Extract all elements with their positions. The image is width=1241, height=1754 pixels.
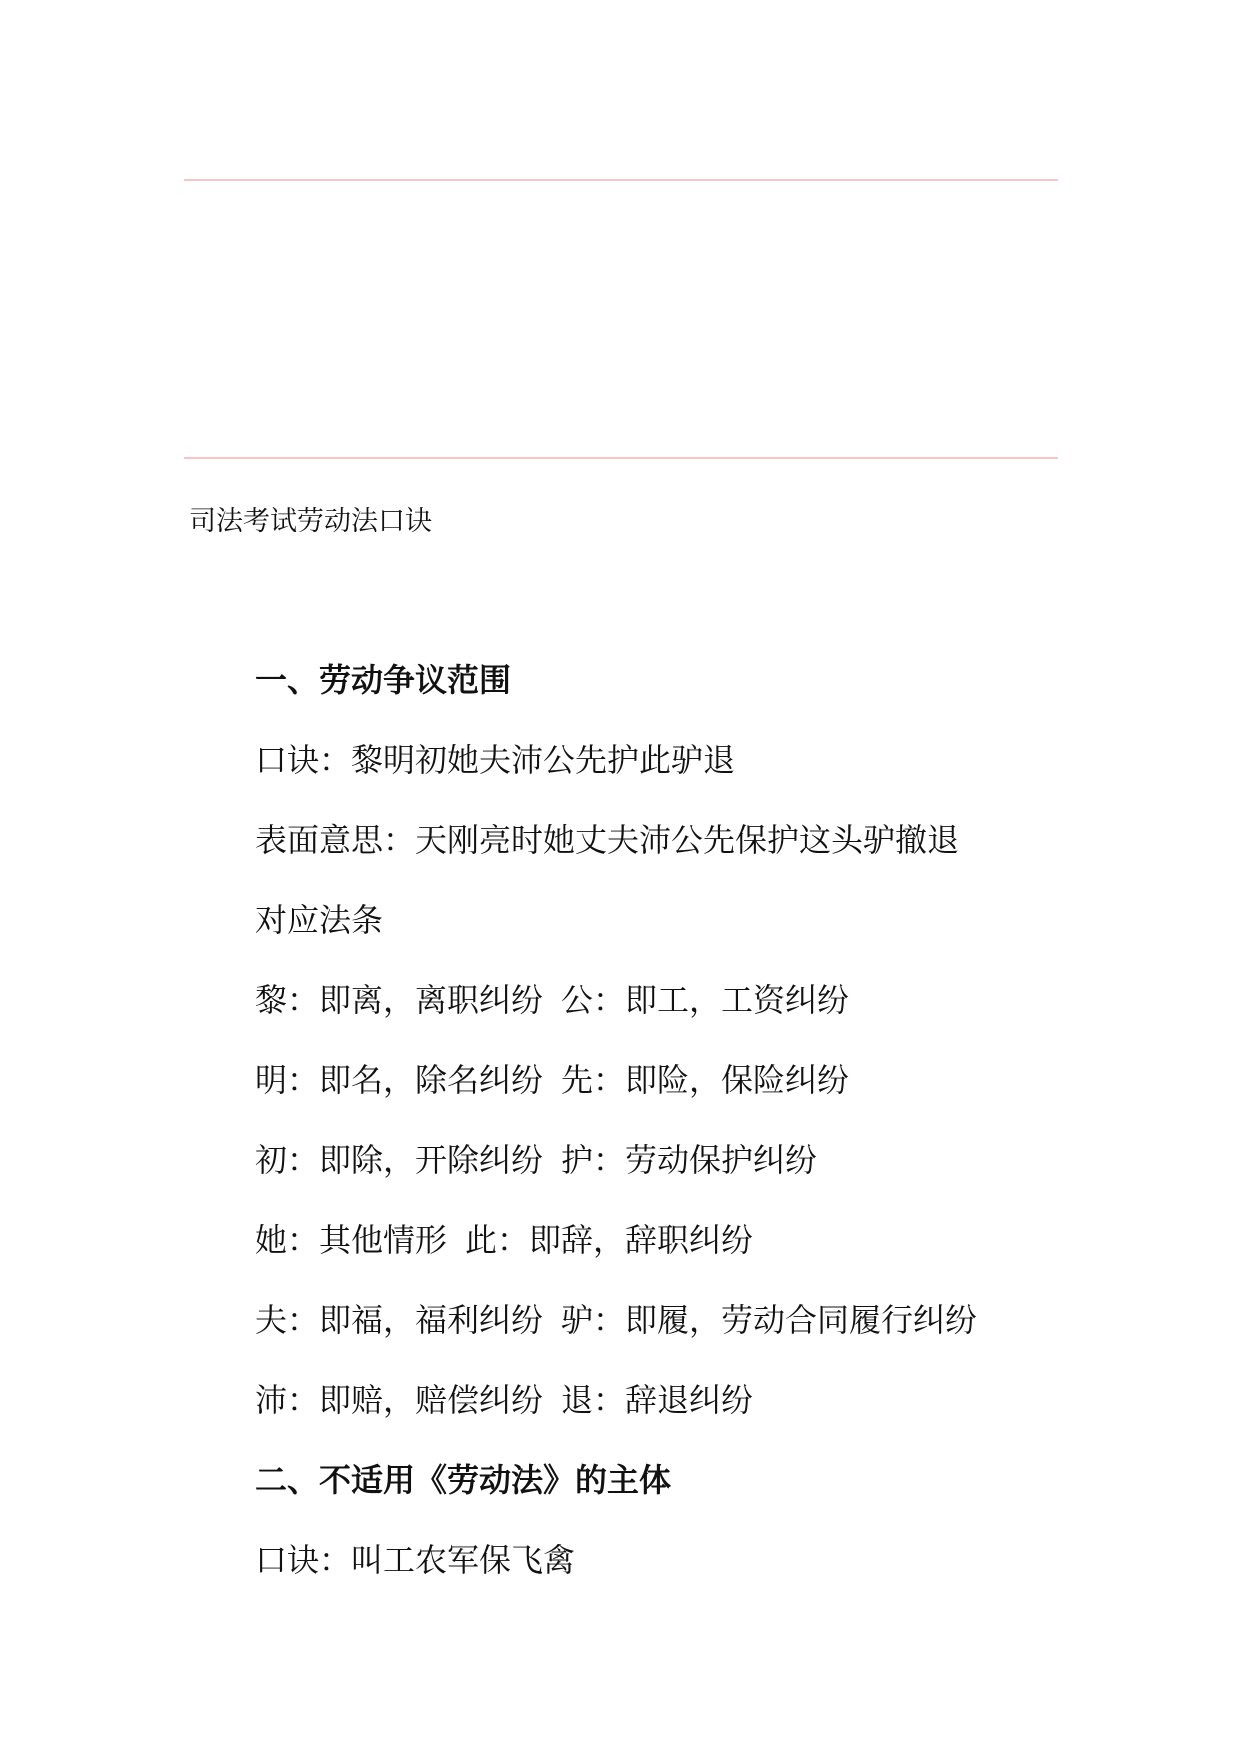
mapping-row: [255, 1380, 1155, 1420]
mapping-row: [255, 980, 1155, 1020]
header-rule-top: [184, 179, 1058, 181]
mapping-row: [255, 1140, 1155, 1180]
document-title: 司法考试劳动法口诀: [189, 506, 432, 537]
section-2-mnemonic: 口诀：叫工农军保飞禽: [255, 1541, 576, 1579]
section-1-heading: 一、劳动争议范围: [255, 661, 512, 699]
mapping-right: 驴：即履，劳动合同履行纠纷: [561, 1301, 978, 1339]
section-1-mnemonic: 口诀：黎明初她夫沛公先护此驴退: [255, 741, 736, 779]
mapping-row: [255, 1060, 1155, 1100]
header-rule-bottom: [184, 457, 1058, 459]
mapping-left: 夫：即福，福利纠纷: [255, 1301, 544, 1339]
mapping-left: 她：其他情形: [255, 1221, 448, 1259]
document-body: [255, 660, 1155, 1620]
mapping-right: 公：即工，工资纠纷: [561, 981, 850, 1019]
section-1-surface-meaning: 表面意思：天刚亮时她丈夫沛公先保护这头驴撤退: [255, 821, 960, 859]
section-2-heading: 二、不适用《劳动法》的主体: [255, 1461, 672, 1499]
mapping-right: 此：即辞，辞职纠纷: [465, 1221, 754, 1259]
mapping-left: 黎：即离，离职纠纷: [255, 981, 544, 1019]
mapping-row: [255, 1220, 1155, 1260]
mapping-right: 护：劳动保护纠纷: [561, 1141, 818, 1179]
section-1-articles-label: 对应法条: [255, 901, 384, 939]
mapping-right: 退：辞退纠纷: [561, 1381, 754, 1419]
mapping-left: 明：即名，除名纠纷: [255, 1061, 544, 1099]
mapping-left: 初：即除，开除纠纷: [255, 1141, 544, 1179]
mapping-row: [255, 1300, 1155, 1340]
mapping-right: 先：即险，保险纠纷: [561, 1061, 850, 1099]
mapping-left: 沛：即赔，赔偿纠纷: [255, 1381, 544, 1419]
